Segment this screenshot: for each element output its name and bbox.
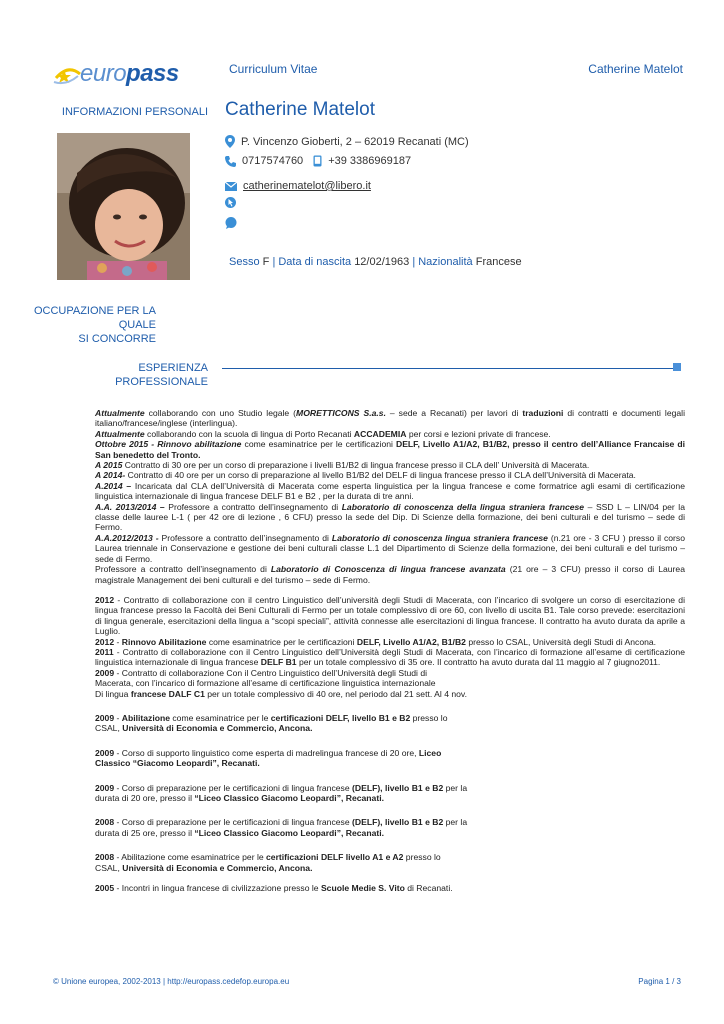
- nationality-value: Francese: [475, 256, 522, 268]
- experience-body: [95, 408, 685, 893]
- personal-info-label: INFORMAZIONI PERSONALI: [61, 106, 208, 118]
- sex-value: F: [262, 256, 270, 268]
- exp-entry: 2009 - Corso di supporto linguistico come esperta di madrelingua francese di 20 ore, Liceo Classico “Giacomo Leopardi”, Recanati.: [95, 747, 442, 769]
- mobile-icon: [313, 155, 322, 167]
- exp-entry: Attualmente collaborando con uno Studio legale (MORETTICONS S.a.s. – sede a Recanati) per lavori di traduzioni di contratti e documenti legali italiano/francese/inglese (interlingua).: [95, 408, 685, 429]
- exp-entry: Ottobre 2015 - Rinnovo abilitazione come esaminatrice per le certificazioni DELF, Livello A1/A2, B1/B2, presso il centro dell’Alliance Francaise di San benedetto del Tronto.: [95, 439, 685, 460]
- exp-entry: A.A. 2013/2014 – Professore a contratto dell’insegnamento di Laboratorio di conoscenza della lingua straniera francese – SSD L – LIN/04 per la classe delle lauree L-1 ( per 42 ore di lezione , 6 CFU) presso la sede del Dip. Di Scienze della formazione, dei beni culturali e del turismo – sede di Fermo.: [95, 501, 685, 533]
- exp-entry: 2008 - Abilitazione come esaminatrice per le certificazioni DELF livello A1 e A2 presso lo CSAL, Università di Economia e Commercio, Ancona.: [95, 852, 441, 873]
- occupation-label-line1: OCCUPAZIONE PER LA QUALE: [33, 305, 156, 331]
- email-icon: [225, 182, 237, 191]
- exp-entry: A.2014 – Incaricata dal CLA dell’Università di Macerata come esperta linguistica per la lingua francese e come formatrice agli esami di certificazione linguistica internazionale di lingua francese DELF B1 e B2 , per la durata di tre anni.: [95, 480, 685, 502]
- exp-entry: A 2014- Contratto di 40 ore per un corso di preparazione al livello B1/B2 del DELF di lingua francese presso il CLA dell’Università di Macerata.: [95, 470, 636, 481]
- section-marker: [673, 363, 681, 371]
- website-icon: [225, 196, 236, 214]
- footer-copyright: © Unione europea, 2002-2013 | http://europass.cedefop.europa.eu: [53, 977, 290, 986]
- exp-entry: Professore a contratto dell’insegnamento di Laboratorio di Conoscenza di lingua francese avanzata (21 ore – 3 CFU) presso il corso di Laurea magistrale Management dei beni culturali e del turismo – sede di Fermo.: [95, 564, 685, 585]
- cv-name: Catherine Matelot: [225, 99, 375, 120]
- occupation-label-line2: SI CONCORRE: [78, 333, 156, 345]
- address-text: P. Vincenzo Gioberti, 2 – 62019 Recanati (MC): [241, 135, 469, 148]
- profile-photo: [57, 133, 190, 280]
- email-row: [225, 180, 371, 192]
- logo-wordmark: [80, 60, 179, 88]
- mobile-text[interactable]: +39 3386969187: [328, 155, 412, 167]
- exp-entry: 2008 - Corso di preparazione per le certificazioni di lingua francese (DELF), livello B1 e B2 per la durata di 25 ore, presso il “Liceo Classico Giacomo Leopardi”, Recanati.: [95, 817, 468, 838]
- email-link[interactable]: catherinematelot@libero.it: [243, 180, 371, 192]
- logo-word-pass: pass: [126, 60, 179, 87]
- separator: |: [412, 256, 416, 268]
- exp-entry: A 2015 Contratto di 30 ore per un corso di preparazione i livelli B1/B2 di lingua francese presso il CLA dell’ Università di Macerata.: [95, 460, 590, 471]
- footer-page-number: Pagina 1 / 3: [638, 977, 681, 986]
- address-row: [225, 135, 469, 148]
- exp-entry: 2012 - Contratto di collaborazione con il centro Linguistico dell’università degli Studi di Macerata, con l’incarico di svolgere un corso di esercitazione di lingua francese presso la Facoltà dei Beni Culturali di Fermo per un totale complessivo di ore 60, con livello di uscita B1. Tale corso prevede: esercitazioni di lingua generale, esercitazioni della lingua a “scopi speciali”, attività connesse alle esercitazioni di lingua francese. Il contratto ha avuto durata da aprile a Luglio.: [95, 594, 685, 637]
- exp-entry: A.A.2012/2013 - Professore a contratto dell’insegnamento di Laboratorio di conoscenza lingua straniera francese (n.21 ore - 3 CFU ) presso il corso Laurea triennale in Conservazione e gestione dei beni culturali classe L.1 del Dipartimento di Scienze della formazione, dei beni culturali e del turismo – sede di Fermo.: [95, 532, 685, 564]
- birth-value: 12/02/1963: [354, 256, 410, 268]
- experience-label-line1: ESPERIENZA: [138, 362, 208, 374]
- experience-label: [115, 361, 208, 389]
- exp-entry: 2009 - Corso di preparazione per le certificazioni di lingua francese (DELF), livello B1 e B2 per la durata di 20 ore, presso il “Liceo Classico Giacomo Leopardi”, Recanati.: [95, 782, 468, 803]
- occupation-label: [0, 304, 156, 346]
- exp-entry: 2009 - Contratto di collaborazione Con il Centro Linguistico dell’Università degli Studi di Macerata, con l’incarico di formazione all’esame di certificazione linguistica internazionale Di lingua francese DALF C1 per un totale complessivo di 40 ore, nel periodo dal 21 sett. Al 4 nov.: [95, 667, 467, 699]
- nationality-label: Nazionalità: [418, 256, 473, 268]
- exp-entry: 2009 - Abilitazione come esaminatrice per le certificazioni DELF, livello B1 e B2 presso lo CSAL, Università di Economia e Commercio, Ancona.: [95, 712, 448, 734]
- exp-entry: Attualmente collaborando con la scuola di lingua di Porto Recanati ACCADEMIA per corsi e lezioni private di francese.: [95, 428, 551, 439]
- demographics-row: [229, 256, 522, 268]
- chat-icon: [225, 216, 237, 234]
- birth-label: Data di nascita: [278, 256, 352, 268]
- phone-row: [225, 155, 411, 167]
- section-divider: [222, 368, 673, 369]
- header-owner-name: Catherine Matelot: [588, 62, 683, 76]
- separator: |: [272, 256, 276, 268]
- experience-label-line2: PROFESSIONALE: [115, 376, 208, 388]
- phone-icon: [225, 156, 236, 167]
- phone-text[interactable]: 0717574760: [242, 155, 304, 167]
- exp-entry: 2005 - Incontri in lingua francese di civilizzazione presso le Scuole Medie S. Vito di Recanati.: [95, 883, 453, 894]
- exp-entry: 2011 - Contratto di collaborazione con il Centro Linguistico dell’Università degli Studi di Macerata, con l’incarico di formazione all’esame di certificazione linguistica internazionale di lingua francese DELF B1 per un totale complessivo di 35 ore. Il contratto ha avuto durata dal 11 maggio al 7 giugno2011.: [95, 646, 685, 668]
- location-icon: [225, 135, 235, 148]
- header-doc-title: Curriculum Vitae: [229, 62, 318, 76]
- sex-label: Sesso: [229, 256, 260, 268]
- exp-entry: 2012 - Rinnovo Abilitazione come esaminatrice per le certificazioni DELF, Livello A1/A2, B1/B2 presso lo CSAL, Università degli Studi di Ancona.: [95, 636, 657, 647]
- logo-word-euro: euro: [80, 60, 127, 87]
